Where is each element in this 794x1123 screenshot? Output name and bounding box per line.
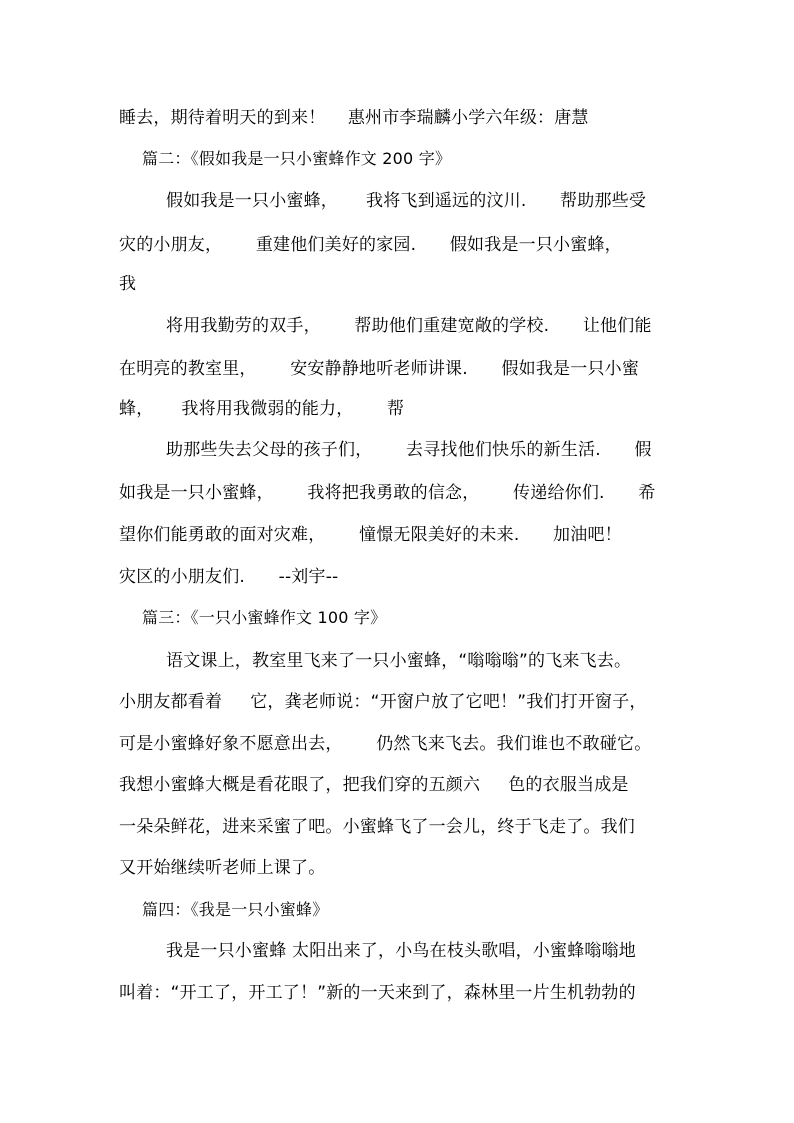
text-line: 如我是一只小蜜蜂， 我将把我勇敢的信念， 传递给你们. 希: [119, 483, 656, 503]
section-heading: 篇二：《假如我是一只小蜜蜂作文 200 字》: [142, 149, 452, 168]
text-line: 又开始继续听老师上课了。: [119, 858, 326, 878]
text-line: 灾的小朋友， 重建他们美好的家园. 假如我是一只小蜜蜂，: [119, 235, 622, 255]
text-line: 可是小蜜蜂好象不愿意出去， 仍然飞来飞去。我们谁也不敢碰它。: [119, 734, 652, 754]
section-heading: 篇三：《一只小蜜蜂作文 100 字》: [142, 608, 387, 627]
text-line: 蜂， 我将用我微弱的能力， 帮: [119, 399, 405, 419]
text-line: 我是一只小蜜蜂 太阳出来了，小鸟在枝头歌唱，小蜜蜂嗡嗡地: [166, 941, 637, 961]
text-line: 灾区的小朋友们. --刘宇--: [119, 567, 339, 587]
text-line: 我想小蜜蜂大概是看花眼了，把我们穿的五颜六 色的衣服当成是: [119, 775, 629, 795]
text-line: 小朋友都看着 它，龚老师说：“开窗户放了它吧！”我们打开窗子，: [119, 692, 647, 712]
text-line: 助那些失去父母的孩子们， 去寻找他们快乐的新生活. 假: [166, 440, 652, 460]
text-line: 语文课上，教室里飞来了一只小蜜蜂，“嗡嗡嗡”的飞来飞去。: [166, 651, 632, 671]
text-line: 望你们能勇敢的面对灾难， 憧憬无限美好的未来. 加油吧！: [119, 525, 622, 545]
section-heading: 篇四：《我是一只小蜜蜂》: [142, 900, 329, 919]
text-line: 假如我是一只小蜜蜂， 我将飞到遥远的汶川. 帮助那些受: [166, 191, 647, 211]
text-line: 我: [119, 274, 137, 294]
text-line: 一朵朵鲜花，进来采蜜了吧。小蜜蜂飞了一会儿，终于飞走了。我们: [119, 817, 635, 837]
text-line: 在明亮的教室里， 安安静静地听老师讲课. 假如我是一只小蜜: [119, 359, 640, 379]
text-line: 将用我勤劳的双手， 帮助他们重建宽敞的学校. 让他们能: [166, 316, 652, 336]
text-line: 叫着：“开工了，开工了！”新的一天来到了，森林里一片生机勃勃的: [119, 983, 636, 1003]
text-line: 睡去，期待着明天的到来！ 惠州市李瑞麟小学六年级：唐慧: [119, 108, 589, 128]
